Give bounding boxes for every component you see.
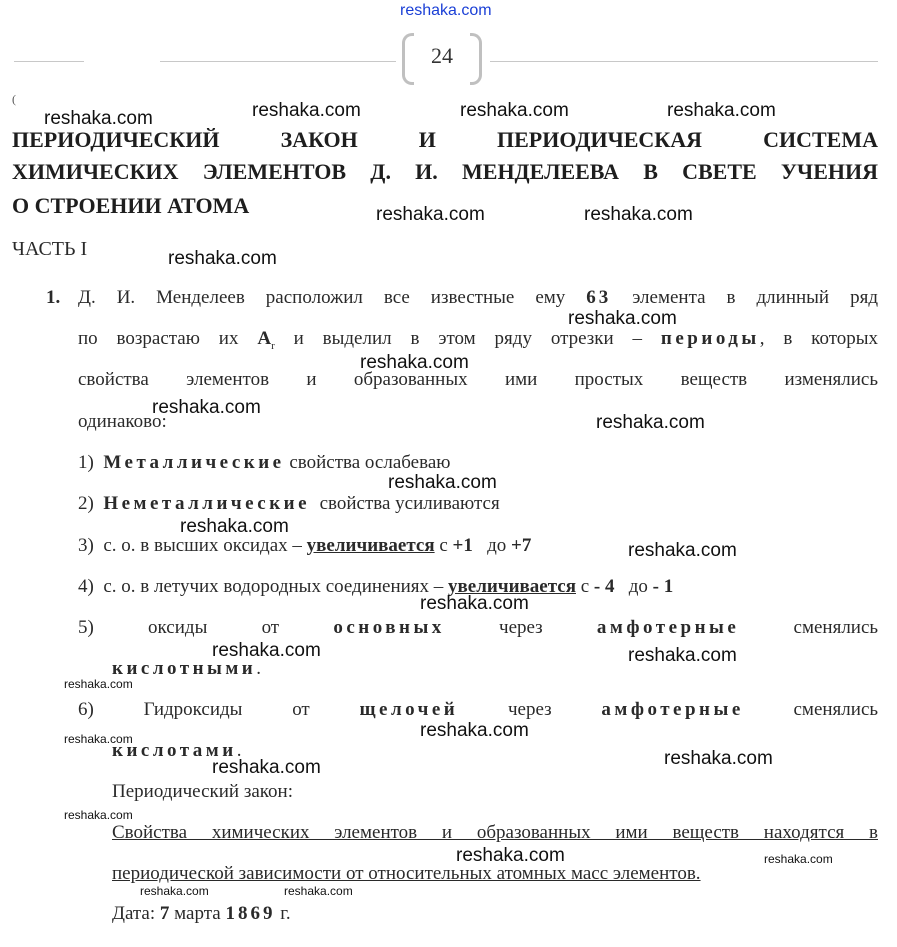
watermark: reshaka.com <box>628 645 737 666</box>
item-1-num: 1) <box>78 452 94 473</box>
watermark: reshaka.com <box>764 852 833 866</box>
item-5-w1: оксиды <box>148 617 208 638</box>
watermark: reshaka.com <box>284 884 353 898</box>
header-rule-left-short <box>14 61 84 62</box>
watermark: reshaka.com <box>456 845 565 866</box>
task-line-2-c: , в которых <box>759 328 879 349</box>
task-line-4: одинаково: <box>78 411 167 432</box>
item-3-text: с. о. в высших оксидах – <box>103 535 302 556</box>
item-6-w3: через <box>507 699 552 720</box>
item-6-w2: от <box>292 699 310 720</box>
item-6-answer-1: щелочей <box>359 699 459 720</box>
watermark: reshaka.com <box>596 412 705 433</box>
item-4-from: - 4 <box>593 576 615 597</box>
law-line-1: Свойства химических элементов и образованных ими веществ находятся в <box>112 822 878 843</box>
item-4-to: - 1 <box>652 576 674 597</box>
task-line-2 <box>78 328 878 352</box>
item-2-answer: Неметаллические <box>103 493 311 514</box>
item-4-from-word: с <box>580 576 590 597</box>
watermark: reshaka.com <box>64 808 133 822</box>
item-4-text: с. о. в летучих водородных соединениях – <box>103 576 444 597</box>
law-line-2: периодической зависимости от относительных атомных масс элементов. <box>112 863 701 884</box>
item-3-num: 3) <box>78 535 94 556</box>
watermark: reshaka.com <box>64 732 133 746</box>
item-6-answer-3: кислотами <box>112 740 237 761</box>
header-rule-left <box>160 61 396 62</box>
item-4-num: 4) <box>78 576 94 597</box>
watermark: reshaka.com <box>460 100 569 121</box>
watermark: reshaka.com <box>420 593 529 614</box>
item-5-answer-2: амфотерные <box>596 617 740 638</box>
item-5-answer-3: кислотными <box>112 658 257 679</box>
watermark: reshaka.com <box>252 100 361 121</box>
item-1-answer: Металлические <box>103 452 285 473</box>
item-5-w2: от <box>261 617 280 638</box>
item-6-answer-2: амфотерные <box>601 699 744 720</box>
date-day: 7 <box>159 903 170 924</box>
task-line-3: свойства элементов и образованных ими простых веществ изменялись <box>78 369 878 390</box>
element-count: 63 <box>586 287 612 308</box>
watermark: reshaka.com <box>152 397 261 418</box>
item-5-w4: сменялись <box>793 617 879 638</box>
watermark: reshaka.com <box>64 677 133 691</box>
item-2-text: свойства усиливаются <box>319 493 500 514</box>
law-label: Периодический закон: <box>112 781 293 802</box>
task-line-1-a: Д. И. Менделеев расположил все известные ему <box>78 287 566 308</box>
item-3-from: +1 <box>452 535 473 556</box>
item-3-to: +7 <box>511 535 532 556</box>
watermark: reshaka.com <box>212 640 321 661</box>
item-1 <box>78 452 450 474</box>
item-1-text: свойства ослабеваю <box>289 452 451 473</box>
header-site-link[interactable]: reshaka.com <box>400 2 492 19</box>
date-month: марта <box>174 903 221 924</box>
watermark: reshaka.com <box>168 248 277 269</box>
task-number: 1. <box>46 287 61 308</box>
item-5-w3: через <box>499 617 543 638</box>
item-3-to-word: до <box>487 535 507 556</box>
page-number: 24 <box>431 43 453 68</box>
ar-symbol <box>257 328 275 352</box>
ar-letter: A <box>257 328 272 349</box>
task-line-2-b: и выделил в этом ряду отрезки – <box>293 328 643 349</box>
watermark: reshaka.com <box>376 204 485 225</box>
watermark: reshaka.com <box>140 884 209 898</box>
watermark: reshaka.com <box>664 748 773 769</box>
watermark: reshaka.com <box>360 352 469 373</box>
item-5-line-1 <box>78 617 878 639</box>
part-label: ЧАСТЬ I <box>12 238 88 260</box>
watermark: reshaka.com <box>628 540 737 561</box>
item-3-from-word: с <box>439 535 448 556</box>
item-4 <box>78 576 673 598</box>
item-4-answer: увеличивается <box>448 576 576 597</box>
watermark: reshaka.com <box>568 308 677 329</box>
title-line-3: О СТРОЕНИИ АТОМА <box>12 193 250 218</box>
task-line-2-a: по возрастаю их <box>78 328 239 349</box>
title-line-1: ПЕРИОДИЧЕСКИЙ ЗАКОН И ПЕРИОДИЧЕСКАЯ СИСТЕМА <box>12 127 878 152</box>
date-suffix: г. <box>280 903 291 924</box>
page-number-box <box>402 33 482 85</box>
date-line <box>112 903 291 925</box>
watermark: reshaka.com <box>388 472 497 493</box>
item-4-to-word: до <box>628 576 648 597</box>
item-5-answer-1: основных <box>333 617 445 638</box>
item-6-end: . <box>236 740 242 761</box>
periods-answer: периоды <box>660 328 760 349</box>
item-6-num: 6) <box>78 699 94 720</box>
watermark: reshaka.com <box>180 516 289 537</box>
task-line-1-b: элемента в длинный ряд <box>632 287 878 308</box>
header-rule-right <box>490 61 878 62</box>
item-6-line-1 <box>78 699 878 721</box>
watermark: reshaka.com <box>667 100 776 121</box>
item-2 <box>78 493 500 515</box>
item-5-end: . <box>256 658 261 679</box>
watermark: reshaka.com <box>212 757 321 778</box>
date-year: 1869 <box>225 903 276 924</box>
watermark: reshaka.com <box>44 108 153 129</box>
item-2-num: 2) <box>78 493 94 514</box>
item-3 <box>78 535 531 557</box>
item-6-w4: сменялись <box>793 699 879 720</box>
stray-mark: ( <box>12 92 16 106</box>
ar-subscript: r <box>271 339 275 352</box>
item-3-answer: увеличивается <box>306 535 435 556</box>
title-line-2: ХИМИЧЕСКИХ ЭЛЕМЕНТОВ Д. И. МЕНДЕЛЕЕВА В СВЕТЕ УЧЕНИЯ <box>12 159 878 184</box>
watermark: reshaka.com <box>584 204 693 225</box>
watermark: reshaka.com <box>420 720 529 741</box>
item-5-num: 5) <box>78 617 94 638</box>
date-label: Дата: <box>112 903 156 924</box>
item-6-w1: Гидроксиды <box>143 699 243 720</box>
task-line-1 <box>78 287 878 309</box>
